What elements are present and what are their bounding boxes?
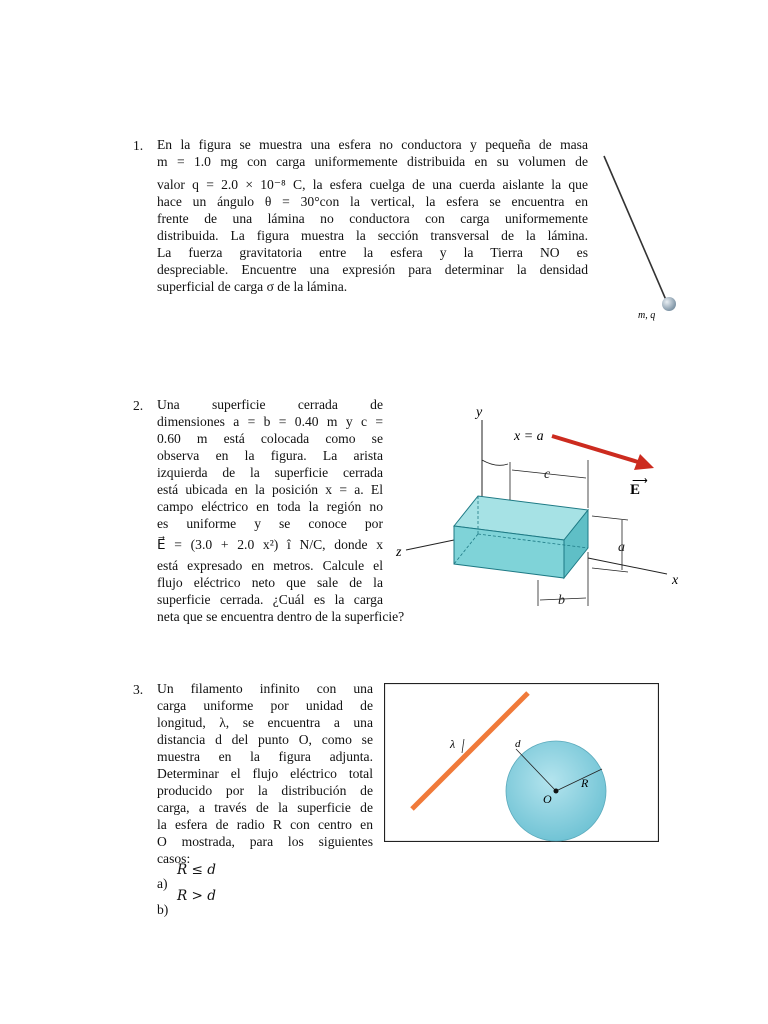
case-a-condition: R ≤ d (177, 862, 216, 878)
filament-sphere-figure (384, 683, 659, 842)
p2-line-1: Una superficie cerrada de (157, 397, 383, 412)
p2-line-12: superficie cerrada. ¿Cuál es la carga (157, 592, 383, 607)
case-b-condition: R > d (177, 888, 216, 904)
p1-line-4: hace un ángulo θ = 30°con la vertical, la esfera se encuentra en (157, 194, 588, 209)
p1-line-9: superficial de carga σ de la lámina. (157, 279, 348, 294)
e-vector-arrow-icon: ⟶ (632, 475, 648, 487)
p2-line-5: izquierda de la superficie cerrada (157, 465, 383, 480)
p3-line-10: O mostrada, para los siguientes (157, 834, 373, 849)
p1-line-1: En la figura se muestra una esfera no conductora y pequeña de masa (157, 137, 588, 152)
p3-line-6: Determinar el flujo eléctrico total (157, 766, 373, 781)
b-dimension-label: b (558, 593, 565, 608)
c-dimension-label: c (544, 467, 551, 482)
e-field-label: E (630, 482, 641, 498)
problem-2-text (157, 396, 405, 625)
r-label: R (581, 776, 589, 790)
sphere-label: m, q (638, 310, 656, 321)
x-eq-a-label: x = a (514, 429, 544, 444)
p2-line-3: 0.60 m está colocada como se (157, 431, 383, 446)
problem-2-number: 2. (133, 398, 144, 413)
p3-line-7: producido por la distribución de (157, 783, 373, 798)
point-o (554, 789, 559, 794)
p2-line-7: campo eléctrico en toda la región no (157, 499, 383, 514)
p1-line-3: valor q = 2.0 × 10⁻⁸ C, la esfera cuelga de una cuerda aislante la que (157, 177, 588, 192)
z-axis-label: z (396, 545, 402, 560)
p1-line-6: distribuida. La figura muestra la sección transversal de la lámina. (157, 228, 588, 243)
o-label: O (543, 792, 552, 806)
problem-3-number: 3. (133, 682, 144, 697)
p3-line-5: muestra en la figura adjunta. (157, 749, 373, 764)
p2-line-2: dimensiones a = b = 0.40 m y c = (157, 414, 383, 429)
a-dimension-label: a (618, 540, 625, 555)
lambda-label: λ (450, 737, 456, 751)
problem-1-text (157, 136, 588, 295)
p3-line-4: distancia d del punto O, como se (157, 732, 373, 747)
p3-line-1: Un filamento infinito con una (157, 681, 373, 696)
p1-line-7: La fuerza gravitatoria entre la esfera y la Tierra NO es (157, 245, 588, 260)
p3-line-11: casos: (157, 851, 191, 866)
p2-line-6: está ubicada en la posición x = a. El (157, 482, 383, 497)
case-a-label: a) (157, 876, 168, 891)
p2-line-8: es uniforme y se conoce por (157, 516, 383, 531)
problem-1-number: 1. (133, 138, 144, 153)
p1-line-8: despreciable. Encuentre una expresión para determinar la densidad (157, 262, 588, 277)
p2-line-10: está expresado en metros. Calcule el (157, 558, 383, 573)
p1-line-5: frente de una lámina no conductora con carga uniformemente (157, 211, 588, 226)
p3-line-9: la esfera de radio R con centro en (157, 817, 373, 832)
p2-line-11: flujo eléctrico neto que sale de la (157, 575, 383, 590)
y-axis-label: y (476, 405, 483, 420)
problem-3-text (157, 680, 373, 867)
p2-line-13: neta que se encuentra dentro de la superficie? (157, 609, 405, 624)
closed-surface-figure (392, 398, 692, 620)
pendulum-figure (600, 130, 678, 330)
p3-line-2: carga uniforme por unidad de (157, 698, 373, 713)
p3-line-3: longitud, λ, se encuentra a una (157, 715, 373, 730)
sphere-icon (662, 297, 676, 311)
d-label: d (515, 738, 521, 750)
case-b-label: b) (157, 902, 169, 917)
p3-line-8: carga, a través de la superficie de (157, 800, 373, 815)
p2-line-9: E⃗ = (3.0 + 2.0 x²) î N/C, donde x (157, 537, 383, 552)
x-axis-label: x (672, 573, 679, 588)
p1-line-2: m = 1.0 mg con carga uniformemente distribuida en su volumen de (157, 154, 588, 169)
e-field-arrow (552, 436, 638, 462)
p2-line-4: observa en la figura. La arista (157, 448, 383, 463)
